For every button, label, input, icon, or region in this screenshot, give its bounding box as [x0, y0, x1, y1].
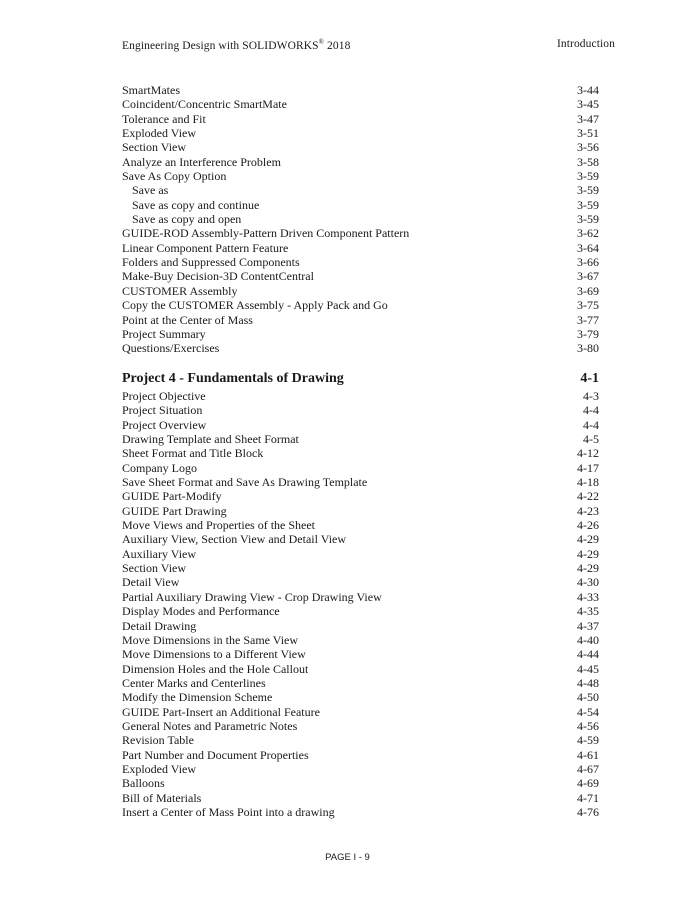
toc-entry[interactable] [122, 327, 599, 341]
toc-entry-label: Copy the CUSTOMER Assembly - Apply Pack and Go [122, 298, 388, 313]
toc-entry-page: 4-45 [577, 661, 599, 676]
toc-entry[interactable] [122, 169, 599, 183]
toc-entry-label: Project Situation [122, 403, 203, 418]
toc-entry[interactable] [122, 547, 599, 561]
toc-heading-label: Project 4 - Fundamentals of Drawing [122, 371, 344, 386]
toc-entry-page: 4-4 [583, 403, 599, 418]
toc-entry-label: Point at the Center of Mass [122, 312, 253, 327]
toc-entry-page: 3-59 [577, 183, 599, 198]
toc-entry[interactable] [122, 805, 599, 819]
toc-entry[interactable] [122, 461, 599, 475]
toc-entry-page: 3-59 [577, 197, 599, 212]
toc-entry-label: Move Views and Properties of the Sheet [122, 518, 316, 533]
toc-entry-label: Revision Table [122, 733, 194, 748]
toc-entry[interactable] [122, 212, 599, 226]
toc-entry-label: Balloons [122, 776, 165, 791]
toc-entry[interactable] [122, 647, 599, 661]
toc-entry-label: Move Dimensions to a Different View [122, 647, 306, 662]
toc-entry-page: 3-56 [577, 140, 599, 155]
toc-entry-label: Save As Copy Option [122, 169, 227, 184]
toc-entry-label: Project Summary [122, 326, 206, 341]
toc-entry-label: Insert a Center of Mass Point into a drawing [122, 804, 335, 819]
toc-entry[interactable] [122, 705, 599, 719]
toc-entry-page: 3-47 [577, 111, 599, 126]
toc-entry-label: GUIDE Part-Modify [122, 489, 222, 504]
toc-entry-page: 4-54 [577, 704, 599, 719]
toc-entry-label: Project Objective [122, 389, 206, 403]
toc-entry[interactable] [122, 255, 599, 269]
toc-entry[interactable] [122, 676, 599, 690]
toc-entry-label: Exploded View [122, 761, 197, 776]
toc-entry-page: 4-22 [577, 489, 599, 504]
toc-entry-label: Save as copy and open [132, 212, 242, 227]
toc-entry-page: 4-40 [577, 632, 599, 647]
toc-entry[interactable] [122, 604, 599, 618]
toc-entry-page: 3-77 [577, 312, 599, 327]
toc-entry-label: Section View [122, 140, 187, 155]
toc-entry-page: 3-51 [577, 126, 599, 141]
toc-entry-label: Linear Component Pattern Feature [122, 240, 289, 255]
toc-entry-label: Bill of Materials [122, 790, 202, 805]
toc-entry-page: 4-35 [577, 604, 599, 619]
toc-entry[interactable] [122, 313, 599, 327]
toc-entry[interactable] [122, 561, 599, 575]
toc-entry[interactable] [122, 590, 599, 604]
toc-entry[interactable] [122, 83, 599, 97]
toc-entry-label: Save Sheet Format and Save As Drawing Template [122, 475, 368, 490]
toc-entry[interactable] [122, 776, 599, 790]
toc-entry-label: Detail Drawing [122, 618, 197, 633]
toc-entry-page: 3-79 [577, 326, 599, 341]
toc-entry-page: 4-4 [583, 417, 599, 432]
toc-entry-label: Dimension Holes and the Hole Callout [122, 661, 309, 676]
toc-entry-label: Auxiliary View [122, 546, 197, 561]
toc-entry[interactable] [122, 269, 599, 283]
toc-entry-label: GUIDE Part-Insert an Additional Feature [122, 704, 320, 719]
toc-entry-page: 4-71 [577, 790, 599, 805]
chapter-name: Introduction [556, 38, 615, 50]
toc-entry[interactable] [122, 489, 599, 503]
toc-entry[interactable] [122, 298, 599, 312]
toc-entry[interactable] [122, 475, 599, 489]
toc-entry-label: Drawing Template and Sheet Format [122, 432, 299, 447]
toc-entry-label: Coincident/Concentric SmartMate [122, 97, 287, 112]
toc-entry[interactable] [122, 112, 599, 126]
toc-entry-label: Tolerance and Fit [122, 111, 206, 126]
toc-entry-page: 4-18 [577, 475, 599, 490]
toc-entry-page: 4-37 [577, 618, 599, 633]
toc-entry-label: Center Marks and Centerlines [122, 675, 266, 690]
toc-entry-label: GUIDE-ROD Assembly-Pattern Driven Component Pattern [122, 226, 410, 241]
toc-entry-page: 4-48 [577, 675, 599, 690]
toc-entry-page: 3-80 [577, 341, 599, 356]
page-header [122, 38, 615, 52]
toc-entry[interactable] [122, 126, 599, 140]
toc-entry[interactable] [122, 341, 599, 355]
toc-entry[interactable] [122, 518, 599, 532]
toc-entry-page: 4-29 [577, 561, 599, 576]
toc-entry-page: 3-59 [577, 169, 599, 184]
toc-entry[interactable] [122, 97, 599, 111]
book-title: Engineering Design with SOLIDWORKS® 2018 [122, 38, 351, 52]
toc-entry-page: 4-12 [577, 446, 599, 461]
toc-section-4 [122, 371, 599, 819]
toc-entry-label: Exploded View [122, 126, 197, 141]
toc-entry[interactable] [122, 719, 599, 733]
toc-entry-page: 3-67 [577, 269, 599, 284]
toc-entry-label: GUIDE Part Drawing [122, 503, 227, 518]
toc-heading[interactable] [122, 371, 599, 387]
toc-entry-page: 3-66 [577, 255, 599, 270]
toc-entry-page: 4-69 [577, 776, 599, 791]
toc-entry-page: 4-33 [577, 589, 599, 604]
toc-entry-page: 4-44 [577, 647, 599, 662]
toc-entry-page: 4-23 [577, 503, 599, 518]
toc-entry[interactable] [122, 155, 599, 169]
toc-entry[interactable] [122, 633, 599, 647]
toc-entry[interactable] [122, 532, 599, 546]
toc-entry-page: 4-61 [577, 747, 599, 762]
toc-entry[interactable] [122, 140, 599, 154]
toc-entry[interactable] [122, 183, 599, 197]
toc-entry[interactable] [122, 762, 599, 776]
toc-entry-page: 3-64 [577, 240, 599, 255]
toc-entry-label: Modify the Dimension Scheme [122, 690, 273, 705]
toc-entry[interactable] [122, 662, 599, 676]
page-footer: PAGE I - 9 [325, 852, 370, 863]
toc-entry[interactable] [122, 284, 599, 298]
toc-entry[interactable] [122, 446, 599, 460]
toc-entry[interactable] [122, 504, 599, 518]
toc-entry-label: Part Number and Document Properties [122, 747, 309, 762]
toc-entry-page: 4-26 [577, 518, 599, 533]
toc-entry-page: 4-17 [577, 460, 599, 475]
toc-entry[interactable] [122, 226, 599, 240]
toc-entry-page: 3-75 [577, 298, 599, 313]
toc-entry-page: 4-56 [577, 718, 599, 733]
toc-entry-label: CUSTOMER Assembly [122, 283, 238, 298]
toc-entry-label: Questions/Exercises [122, 341, 220, 356]
toc-entry-label: Make-Buy Decision-3D ContentCentral [122, 269, 314, 284]
toc-entry[interactable] [122, 403, 599, 417]
toc-entry-page: 3-45 [577, 97, 599, 112]
toc-entry-label: Display Modes and Performance [122, 604, 280, 619]
toc-entry-label: Folders and Suppressed Components [122, 255, 300, 270]
toc-entry-label: Auxiliary View, Section View and Detail View [122, 532, 347, 547]
toc-entry-label: Move Dimensions in the Same View [122, 632, 299, 647]
toc-entry-page: 4-3 [583, 389, 599, 403]
toc-entry-label: Save as copy and continue [132, 197, 260, 212]
toc-entry-page: 4-59 [577, 733, 599, 748]
toc-entry[interactable] [122, 198, 599, 212]
toc-entry[interactable] [122, 432, 599, 446]
toc-entry-label: SmartMates [122, 83, 180, 97]
toc-entry[interactable] [122, 575, 599, 589]
toc-entry[interactable] [122, 690, 599, 704]
toc-entry-page: 4-29 [577, 546, 599, 561]
toc-entry-page: 4-5 [583, 432, 599, 447]
toc-entry[interactable] [122, 389, 599, 403]
toc-entry-label: Project Overview [122, 417, 207, 432]
toc-entry-page: 4-76 [577, 804, 599, 819]
toc-entry-label: General Notes and Parametric Notes [122, 718, 298, 733]
toc-entry[interactable] [122, 791, 599, 805]
toc-entry-label: Analyze an Interference Problem [122, 154, 281, 169]
toc-entry[interactable] [122, 418, 599, 432]
toc-entry[interactable] [122, 733, 599, 747]
toc-entry-page: 4-29 [577, 532, 599, 547]
toc-entry-page: 3-59 [577, 212, 599, 227]
toc-entry-page: 4-50 [577, 690, 599, 705]
toc-entry-label: Company Logo [122, 460, 197, 475]
toc-entry-label: Section View [122, 561, 187, 576]
toc-entry-label: Detail View [122, 575, 180, 590]
toc-entry-page: 3-62 [577, 226, 599, 241]
toc-heading-page: 4-1 [580, 371, 599, 386]
toc-entry[interactable] [122, 748, 599, 762]
toc-entry-label: Partial Auxiliary Drawing View - Crop Drawing View [122, 589, 382, 604]
toc-entry-page: 3-69 [577, 283, 599, 298]
toc-entry-page: 3-58 [577, 154, 599, 169]
toc-entry[interactable] [122, 619, 599, 633]
toc-entry-page: 3-44 [577, 83, 599, 97]
toc-section-3 [122, 83, 599, 356]
toc-entry-page: 4-30 [577, 575, 599, 590]
toc-entry-page: 4-67 [577, 761, 599, 776]
toc-entry[interactable] [122, 241, 599, 255]
toc-entry-label: Save as [132, 183, 169, 198]
toc-entry-label: Sheet Format and Title Block [122, 446, 264, 461]
